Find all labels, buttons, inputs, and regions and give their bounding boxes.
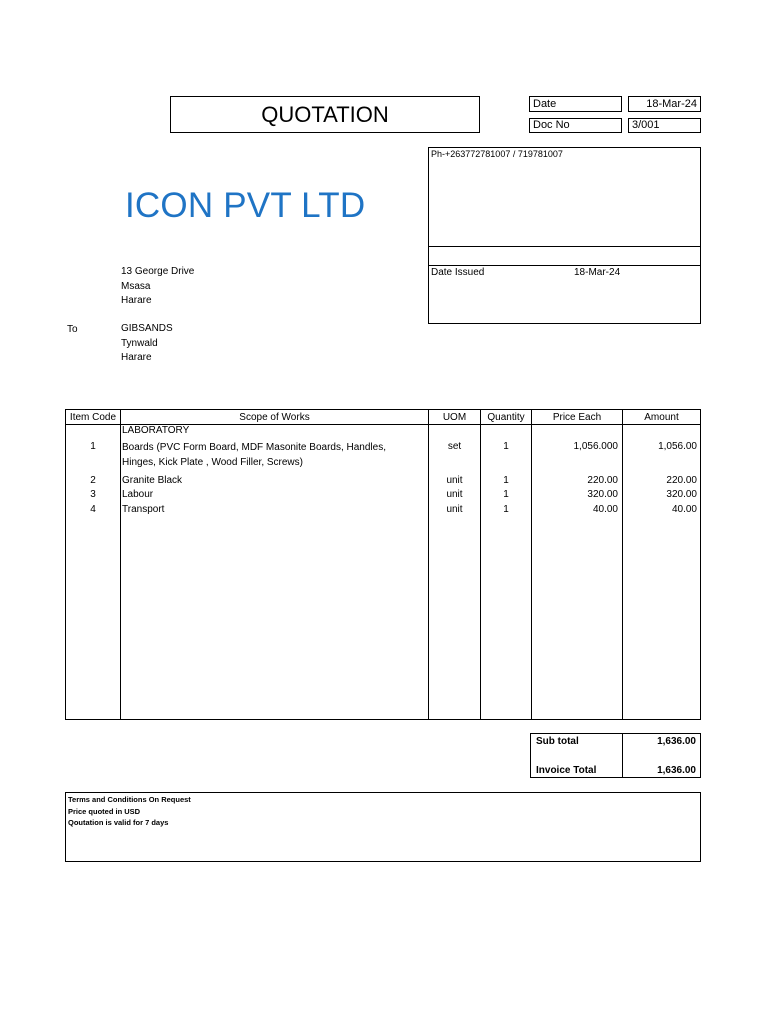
date-label-cell xyxy=(529,96,622,112)
column-divider xyxy=(622,410,623,719)
scope-line: Hinges, Kick Plate , Wood Filler, Screws) xyxy=(122,457,303,468)
date-issued-label: Date Issued xyxy=(431,267,485,278)
date-issued-value: 18-Mar-24 xyxy=(574,267,621,278)
row-1-price: 1,056.000 xyxy=(573,441,618,452)
row-4-price: 40.00 xyxy=(592,504,618,515)
row-2-code: 2 xyxy=(90,475,96,486)
row-1-amount: 1,056.00 xyxy=(658,441,697,452)
row-3-qty: 1 xyxy=(503,489,509,500)
totals-divider xyxy=(622,734,623,777)
items-table xyxy=(65,409,701,720)
contact-box-divider-2 xyxy=(429,265,700,266)
row-3-amount: 320.00 xyxy=(666,489,697,500)
recipient-line: Tynwald xyxy=(121,337,158,349)
header-amount: Amount xyxy=(644,412,679,423)
section-title: LABORATORY xyxy=(122,425,190,436)
row-4-scope: Transport xyxy=(122,504,165,515)
row-1-scope xyxy=(122,440,422,470)
to-label: To xyxy=(67,324,78,335)
row-2-qty: 1 xyxy=(503,475,509,486)
terms-box xyxy=(65,792,701,862)
row-4-amount: 40.00 xyxy=(671,504,697,515)
terms-line: Terms and Conditions On Request xyxy=(68,795,191,804)
terms-line: Price quoted in USD xyxy=(68,806,141,816)
row-2-price: 220.00 xyxy=(587,475,618,486)
phone-number: Ph-+263772781007 / 719781007 xyxy=(431,149,563,159)
invoice-total-value: 1,636.00 xyxy=(657,765,696,776)
row-3-scope: Labour xyxy=(122,489,154,500)
column-divider xyxy=(531,410,532,719)
recipient-line: GIBSANDS xyxy=(121,323,173,334)
header-uom: UOM xyxy=(442,412,467,423)
header-item-code: Item Code xyxy=(69,412,117,423)
address-line: 13 George Drive xyxy=(121,266,195,277)
doc-no-label: Doc No xyxy=(533,119,570,131)
recipient-address xyxy=(121,322,173,366)
address-line: Harare xyxy=(121,295,152,306)
row-3-uom: unit xyxy=(446,489,463,500)
contact-box xyxy=(428,147,701,324)
row-2-uom: unit xyxy=(446,475,463,486)
address-line: Msasa xyxy=(121,280,151,292)
contact-box-divider-1 xyxy=(429,246,700,247)
sub-total-label: Sub total xyxy=(536,736,579,747)
recipient-line: Harare xyxy=(121,352,152,363)
row-3-code: 3 xyxy=(90,489,96,500)
header-scope: Scope of Works xyxy=(239,412,310,423)
company-name: ICON PVT LTD xyxy=(125,186,366,225)
doc-no-label-cell xyxy=(529,118,622,133)
column-divider xyxy=(480,410,481,719)
row-3-price: 320.00 xyxy=(587,489,618,500)
column-divider xyxy=(120,410,121,719)
row-2-amount: 220.00 xyxy=(666,475,697,486)
row-2-scope: Granite Black xyxy=(122,475,183,486)
company-address xyxy=(121,265,194,309)
row-4-code: 4 xyxy=(90,504,96,515)
date-label: Date xyxy=(533,98,557,110)
sub-total-value: 1,636.00 xyxy=(657,736,696,747)
row-4-uom: unit xyxy=(446,504,463,515)
doc-no-value: 3/001 xyxy=(632,119,660,131)
totals-box xyxy=(530,733,701,778)
terms-line: Qoutation is valid for 7 days xyxy=(68,818,169,827)
row-1-qty: 1 xyxy=(503,441,509,452)
invoice-total-label: Invoice Total xyxy=(536,765,597,776)
header-quantity: Quantity xyxy=(487,412,525,423)
row-1-code: 1 xyxy=(90,441,96,452)
document-title: QUOTATION xyxy=(170,96,480,133)
doc-no-value-cell xyxy=(628,118,701,133)
date-value-cell xyxy=(628,96,701,112)
row-1-uom: set xyxy=(447,441,462,452)
column-divider xyxy=(428,410,429,719)
scope-line: Boards (PVC Form Board, MDF Masonite Boards, Handles, xyxy=(122,442,386,453)
header-price-each: Price Each xyxy=(552,412,602,423)
row-4-qty: 1 xyxy=(503,504,509,515)
date-value: 18-Mar-24 xyxy=(646,98,697,110)
